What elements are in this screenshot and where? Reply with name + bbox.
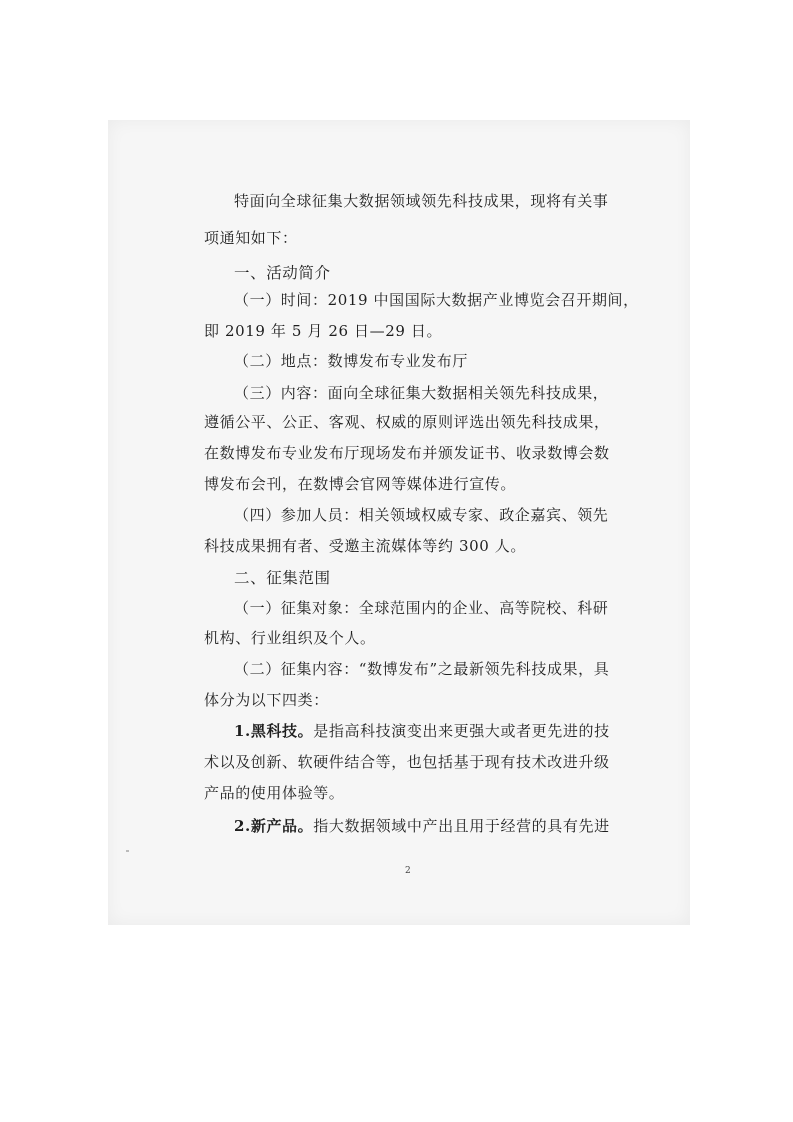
- text-line: 遵循公平、公正、客观、权威的原则评选出领先科技成果，: [204, 413, 610, 431]
- text-line: 在数博发布专业发布厅现场发布并颁发证书、收录数博会数: [204, 444, 610, 462]
- page-number: 2: [405, 866, 411, 876]
- text-line: 即 2019 年 5 月 26 日—29 日。: [204, 322, 443, 340]
- text-line: （三）内容：面向全球征集大数据相关领先科技成果，: [234, 384, 609, 402]
- bold-lead-in: 2.新产品。: [234, 817, 314, 835]
- text-line: 术以及创新、软硬件结合等，也包括基于现有技术改进升级: [204, 753, 610, 771]
- text-line: 体分为以下四类：: [204, 691, 329, 709]
- bold-lead-in: 1.黑科技。: [234, 722, 314, 740]
- line-remainder: 是指高科技演变出来更强大或者更先进的技: [313, 722, 610, 740]
- section-heading: 二、征集范围: [234, 569, 331, 587]
- line-remainder: 指大数据领域中产出且用于经营的具有先进: [313, 817, 610, 835]
- text-line: 博发布会刊，在数博会官网等媒体进行宣传。: [204, 475, 517, 493]
- scan-speck: [126, 850, 129, 852]
- text-line-bold-lead: [234, 720, 610, 742]
- text-line: 项通知如下：: [204, 229, 298, 247]
- text-line: 机构、行业组织及个人。: [204, 629, 376, 647]
- text-line: 科技成果拥有者、受邀主流媒体等约 300 人。: [204, 537, 526, 555]
- text-line: （一）征集对象：全球范围内的企业、高等院校、科研: [234, 599, 609, 617]
- text-line: 特面向全球征集大数据领域领先科技成果，现将有关事: [234, 192, 609, 210]
- text-line: （二）地点：数博发布专业发布厅: [234, 352, 469, 370]
- text-line: 产品的使用体验等。: [204, 784, 345, 802]
- text-line-bold-lead: [234, 815, 610, 837]
- section-heading: 一、活动简介: [234, 264, 331, 282]
- text-line: （二）征集内容：“数博发布”之最新领先科技成果，具: [234, 660, 610, 678]
- text-line: （一）时间：2019 中国国际大数据产业博览会召开期间，: [234, 291, 639, 309]
- text-line: （四）参加人员：相关领域权威专家、政企嘉宾、领先: [234, 506, 609, 524]
